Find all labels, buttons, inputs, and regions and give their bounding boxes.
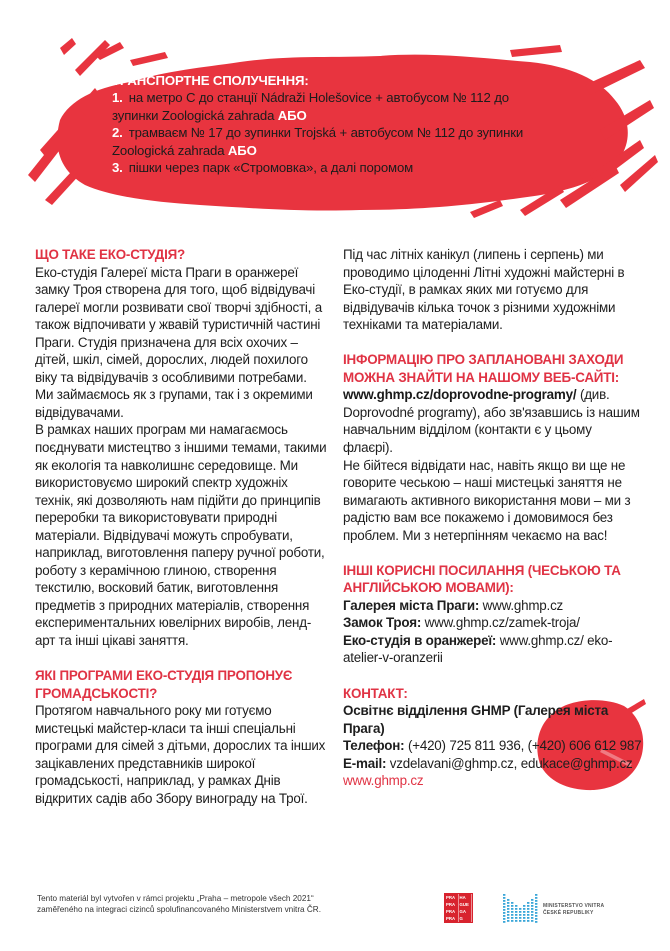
transport-item-1 xyxy=(112,89,552,124)
right-column xyxy=(343,246,643,790)
praha-logo-cell: PRA xyxy=(445,915,459,922)
logo-dot xyxy=(503,894,505,896)
logo-dot xyxy=(515,917,517,919)
transport-item-number: 1. xyxy=(112,90,123,106)
public-programs-description: Протягом навчального року ми готуємо мистецькі майстер-класи та інші спеціальні програми для сімей з дітьми, дорослих та інших зацікавлених представників широкої громадськості, наприклад, у рамках Днів відкритих садів або Збору винограду на Трої. xyxy=(35,703,326,806)
welcome-text: Не бійтеся відвідати нас, навіть якщо ви ще не говорите чеською – наші мистецькі заняття не вимагають активного використання мови – ми з радістю вам все покажемо і домовимося без проблем. Ми з нетерпінням чекаємо на вас! xyxy=(343,457,631,543)
logo-dot xyxy=(535,897,537,899)
summer-workshops-text: Під час літніх канікул (липень і серпень) ми проводимо цілоденні Літні художні майстерні в Еко-студії, в рамках яких ми готуємо для відвідувачів кілька точок з різними художніми техніками та матеріалами. xyxy=(343,247,625,333)
praha-logo-cell: PRA xyxy=(445,894,459,901)
transport-item-text: на метро С до станції Nádraži Holešovice + автобусом № 112 до зупинки Zoologická zahrada xyxy=(112,90,509,123)
logo-dot xyxy=(511,920,513,922)
logo-dot xyxy=(531,917,533,919)
useful-links-heading: ІНШІ КОРИСНІ ПОСИЛАННЯ (ЧЕСЬКОЮ ТА АНГЛІЙСЬКОЮ МОВАМИ): xyxy=(343,562,621,596)
phone-label: Телефон: xyxy=(343,738,405,754)
email-addresses[interactable]: vzdelavani@ghmp.cz, edukace@ghmp.cz xyxy=(389,755,633,771)
transport-connections xyxy=(112,72,552,176)
logo-dot xyxy=(527,902,529,904)
logo-dot xyxy=(507,914,509,916)
useful-link-troja-castle xyxy=(343,614,643,632)
logo-dot xyxy=(503,909,505,911)
logo-dot xyxy=(503,918,505,920)
logo-dot xyxy=(527,911,529,913)
logo-dot xyxy=(515,911,517,913)
praha-logo-cell: HA xyxy=(459,894,473,901)
logo-dot xyxy=(515,914,517,916)
transport-item-number: 2. xyxy=(112,125,123,141)
ministry-interior-logo-icon xyxy=(503,894,539,924)
link-label: Замок Троя: xyxy=(343,615,422,631)
ministry-interior-name xyxy=(543,903,604,917)
transport-item-text: пішки через парк «Стромовка», а далі поромом xyxy=(128,160,414,176)
logo-dot xyxy=(507,917,509,919)
programs-link[interactable]: www.ghmp.cz/doprovodne-programy/ xyxy=(343,387,577,403)
logo-dot xyxy=(535,918,537,920)
logo-dot xyxy=(535,909,537,911)
logo-dot xyxy=(511,914,513,916)
logo-dot xyxy=(507,899,509,901)
logo-dot xyxy=(523,908,525,910)
funding-note: Tento materiál byl vytvořen v rámci projektu „Praha – metropole všech 2021“ zaměřeného na integraci cizinců spolufinancovaného Ministerstvem vnitra ČR. xyxy=(37,894,321,915)
logo-dot xyxy=(503,915,505,917)
logo-dot xyxy=(511,911,513,913)
useful-link-eco-studio xyxy=(343,632,643,667)
logo-dot xyxy=(507,905,509,907)
praha-logo xyxy=(444,893,473,923)
email-label: E-mail: xyxy=(343,755,387,771)
logo-dot xyxy=(507,902,509,904)
logo-dot xyxy=(511,905,513,907)
eco-studio-programs-description: В рамках наших програм ми намагаємось поєднувати мистецтво з іншими темами, такими як екологія та навколишнє середовище. Ми використовуємо широкий спектр художніх технік, які дозволяють нам підійти до принципів переробки та використовувати природні матеріали. Відвідувачі можуть спробувати, наприклад, виготовлення паперу ручної роботи, роботу з керамічною глиною, створення текстилю, восковий батик, виготовлення предметів з природних матеріалів, створення експериментальних ювелірних виробів, ленд-арт та інші цікаві заняття. xyxy=(35,422,327,649)
logo-dot xyxy=(531,902,533,904)
phone-numbers: (+420) 725 811 936, (+420) 606 612 987 xyxy=(407,738,642,754)
contact-email xyxy=(343,755,643,773)
logo-dot xyxy=(503,912,505,914)
link-label: Еко-студія в оранжереї: xyxy=(343,632,497,648)
ministry-name-line2: ČESKÉ REPUBLIKY xyxy=(543,910,594,916)
logo-dot xyxy=(503,906,505,908)
logo-dot xyxy=(519,908,521,910)
transport-item-2 xyxy=(112,124,552,159)
logo-dot xyxy=(535,921,537,923)
logo-dot xyxy=(519,911,521,913)
link-url[interactable]: www.ghmp.cz xyxy=(482,597,564,613)
link-url[interactable]: www.ghmp.cz/zamek-troja/ xyxy=(424,615,580,631)
logo-dot xyxy=(531,908,533,910)
what-is-eco-studio-heading: ЩО ТАКЕ ЕКО-СТУДІЯ? xyxy=(35,247,186,262)
transport-or-label: АБО xyxy=(227,142,257,158)
logo-dot xyxy=(515,908,517,910)
contact-section xyxy=(343,685,643,790)
logo-dot xyxy=(531,905,533,907)
praha-logo-cell: GUE xyxy=(459,901,473,908)
useful-link-gallery xyxy=(343,597,643,615)
logo-dot xyxy=(527,905,529,907)
planned-events-heading: ІНФОРМАЦІЮ ПРО ЗАПЛАНОВАНІ ЗАХОДИ МОЖНА ЗНАЙТИ НА НАШОМУ ВЕБ-САЙТІ: xyxy=(343,352,624,385)
logo-dot xyxy=(503,903,505,905)
logo-dot xyxy=(523,911,525,913)
logo-dot xyxy=(511,908,513,910)
transport-item-text: трамваєм № 17 до зупинки Trojská + автобусом № 112 до зупинки Zoologická zahrada xyxy=(112,125,524,158)
transport-item-number: 3. xyxy=(112,160,123,176)
logo-dot xyxy=(511,917,513,919)
link-url[interactable]: www.ghmp.cz/ eko-atelier-v-oranzerii xyxy=(343,632,613,666)
logo-dot xyxy=(519,914,521,916)
logo-dot xyxy=(503,921,505,923)
logo-dot xyxy=(535,906,537,908)
logo-dot xyxy=(535,900,537,902)
logo-dot xyxy=(503,897,505,899)
logo-dot xyxy=(507,920,509,922)
logo-dot xyxy=(523,920,525,922)
eco-studio-description: Еко-студія Галереї міста Праги в оранжереї замку Троя створена для того, щоб відвідувачі галереї могли розвивати свої творчі здібності, а також відпочивати у жвавій туристичній частині Праги. Студія призначена для всіх охочих – дітей, шкіл, сімей, дорослих, людей похилого віку та відвідувачів з особливими потребами. Ми займаємось як з групами, так і з окремими відвідувачами. xyxy=(35,264,322,420)
logo-dot xyxy=(535,903,537,905)
transport-or-label: АБО xyxy=(277,107,307,123)
logo-dot xyxy=(531,911,533,913)
logo-dot xyxy=(503,900,505,902)
logo-dot xyxy=(519,917,521,919)
logo-dot xyxy=(527,920,529,922)
logo-dot xyxy=(531,920,533,922)
logo-dot xyxy=(535,912,537,914)
logo-dot xyxy=(527,917,529,919)
praha-logo-cell: G xyxy=(459,915,473,922)
logo-dot xyxy=(507,908,509,910)
logo-dot xyxy=(523,917,525,919)
contact-heading: КОНТАКТ: xyxy=(343,685,408,701)
praha-logo-cell: PRA xyxy=(445,908,459,915)
logo-dot xyxy=(519,920,521,922)
link-label: Галерея міста Праги: xyxy=(343,597,480,613)
logo-dot xyxy=(527,914,529,916)
logo-dot xyxy=(511,902,513,904)
contact-phone xyxy=(343,737,643,755)
logo-dot xyxy=(535,915,537,917)
transport-title: ТРАНСПОРТНЕ СПОЛУЧЕННЯ: xyxy=(112,73,309,88)
logo-dot xyxy=(515,905,517,907)
contact-organization: Освітнє відділення GHMP (Галерея міста Прага) xyxy=(343,703,609,736)
ministry-name-line1: MINISTERSTVO VNITRA xyxy=(543,903,605,909)
logo-dot xyxy=(515,920,517,922)
public-programs-heading: ЯКІ ПРОГРАМИ ЕКО-СТУДІЯ ПРОПОНУЄ ГРОМАДСЬКОСТІ? xyxy=(35,668,293,701)
logo-dot xyxy=(523,905,525,907)
programs-link-description: (див. Doprovodné programy), або зв'язавшись із нашим навчальним відділом (контакти є у цьому флаєрі). xyxy=(343,387,640,455)
left-column xyxy=(35,246,327,807)
logo-dot xyxy=(527,908,529,910)
transport-item-3 xyxy=(112,159,552,176)
logo-dot xyxy=(507,911,509,913)
praha-logo-cell: GA xyxy=(459,908,473,915)
praha-logo-cell: PRA xyxy=(445,901,459,908)
website-link[interactable]: www.ghmp.cz xyxy=(343,773,424,789)
logo-dot xyxy=(531,914,533,916)
logo-dot xyxy=(523,914,525,916)
logo-dot xyxy=(531,899,533,901)
logo-dot xyxy=(535,894,537,896)
